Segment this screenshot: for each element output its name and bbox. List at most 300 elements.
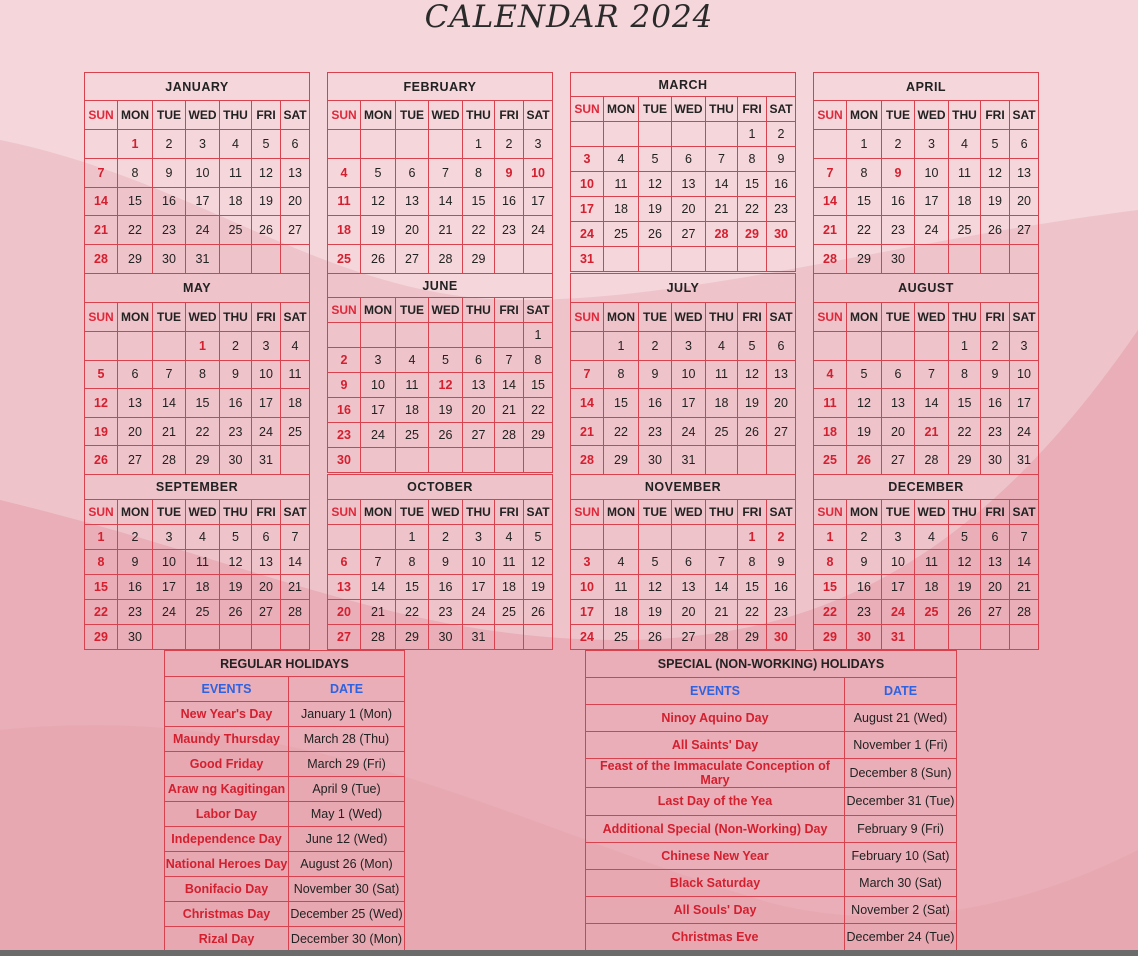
weekday-header-sun: SUN xyxy=(85,500,118,525)
empty-day-cell xyxy=(814,130,847,159)
day-cell: 28 xyxy=(495,423,524,448)
day-cell: 30 xyxy=(153,245,186,274)
day-cell: 18 xyxy=(281,389,310,418)
day-cell: 8 xyxy=(949,360,981,389)
day-cell: 8 xyxy=(847,158,882,187)
weekday-header-tue: TUE xyxy=(396,500,429,525)
weekday-header-wed: WED xyxy=(672,97,706,122)
day-cell: 24 xyxy=(463,600,495,625)
day-cell: 11 xyxy=(281,360,310,389)
day-cell: 27 xyxy=(328,625,361,650)
empty-day-cell xyxy=(706,122,738,147)
day-cell: 28 xyxy=(281,600,310,625)
holiday-row xyxy=(165,827,405,852)
day-cell: 18 xyxy=(604,197,639,222)
weekday-header-sun: SUN xyxy=(814,101,847,130)
day-cell: 24 xyxy=(571,222,604,247)
empty-day-cell xyxy=(463,448,495,473)
day-cell: 19 xyxy=(220,575,252,600)
day-cell: 29 xyxy=(847,245,882,274)
day-cell: 18 xyxy=(328,216,361,245)
day-cell: 16 xyxy=(639,389,672,418)
day-cell: 27 xyxy=(981,600,1010,625)
empty-day-cell xyxy=(738,247,767,272)
holiday-event-name: All Souls' Day xyxy=(586,897,845,924)
holiday-row xyxy=(165,927,405,952)
day-cell: 5 xyxy=(738,332,767,361)
weekday-header-fri: FRI xyxy=(495,298,524,323)
empty-day-cell xyxy=(220,625,252,650)
day-cell: 12 xyxy=(429,373,463,398)
month-name: DECEMBER xyxy=(814,475,1039,500)
month-name: AUGUST xyxy=(814,274,1039,303)
day-cell: 20 xyxy=(882,417,915,446)
day-cell: 21 xyxy=(706,600,738,625)
empty-day-cell xyxy=(672,247,706,272)
holiday-event-name: Maundy Thursday xyxy=(165,727,289,752)
day-cell: 14 xyxy=(706,575,738,600)
empty-day-cell xyxy=(882,332,915,361)
day-cell: 2 xyxy=(981,332,1010,361)
day-cell: 22 xyxy=(396,600,429,625)
holiday-event-name: Last Day of the Yea xyxy=(586,788,845,815)
day-cell: 4 xyxy=(706,332,738,361)
day-cell: 17 xyxy=(1010,389,1039,418)
empty-day-cell xyxy=(153,332,186,361)
day-cell: 17 xyxy=(915,187,949,216)
day-cell: 2 xyxy=(429,525,463,550)
holiday-event-name: Rizal Day xyxy=(165,927,289,952)
day-cell: 10 xyxy=(153,550,186,575)
day-cell: 21 xyxy=(706,197,738,222)
day-cell: 2 xyxy=(153,130,186,159)
weekday-header-sat: SAT xyxy=(524,298,553,323)
empty-day-cell xyxy=(463,323,495,348)
empty-day-cell xyxy=(604,525,639,550)
day-cell: 29 xyxy=(604,446,639,475)
day-cell: 4 xyxy=(281,332,310,361)
day-cell: 1 xyxy=(524,323,553,348)
day-cell: 25 xyxy=(814,446,847,475)
day-cell: 7 xyxy=(706,550,738,575)
day-cell: 18 xyxy=(604,600,639,625)
day-cell: 2 xyxy=(495,130,524,159)
day-cell: 26 xyxy=(639,222,672,247)
day-cell: 1 xyxy=(738,525,767,550)
day-cell: 31 xyxy=(571,247,604,272)
empty-day-cell xyxy=(814,332,847,361)
day-cell: 3 xyxy=(186,130,220,159)
weekday-header-thu: THU xyxy=(463,298,495,323)
day-cell: 4 xyxy=(915,525,949,550)
day-cell: 4 xyxy=(328,158,361,187)
empty-day-cell xyxy=(118,332,153,361)
day-cell: 20 xyxy=(328,600,361,625)
empty-day-cell xyxy=(672,525,706,550)
weekday-header-sat: SAT xyxy=(1010,500,1039,525)
day-cell: 19 xyxy=(738,389,767,418)
day-cell: 10 xyxy=(882,550,915,575)
day-cell: 23 xyxy=(429,600,463,625)
day-cell: 25 xyxy=(706,417,738,446)
weekday-header-mon: MON xyxy=(847,500,882,525)
weekday-header-mon: MON xyxy=(118,303,153,332)
day-cell: 10 xyxy=(361,373,396,398)
day-cell: 30 xyxy=(767,625,796,650)
day-cell: 15 xyxy=(738,172,767,197)
day-cell: 27 xyxy=(1010,216,1039,245)
day-cell: 3 xyxy=(361,348,396,373)
empty-day-cell xyxy=(738,446,767,475)
weekday-header-fri: FRI xyxy=(981,101,1010,130)
holiday-event-name: All Saints' Day xyxy=(586,732,845,759)
day-cell: 27 xyxy=(463,423,495,448)
holiday-row xyxy=(165,852,405,877)
day-cell: 4 xyxy=(495,525,524,550)
day-cell: 1 xyxy=(949,332,981,361)
day-cell: 12 xyxy=(85,389,118,418)
holiday-row xyxy=(586,732,957,759)
day-cell: 18 xyxy=(220,187,252,216)
empty-day-cell xyxy=(85,332,118,361)
day-cell: 17 xyxy=(361,398,396,423)
weekday-header-mon: MON xyxy=(361,500,396,525)
empty-day-cell xyxy=(604,122,639,147)
holiday-date: November 30 (Sat) xyxy=(289,877,405,902)
day-cell: 14 xyxy=(571,389,604,418)
bottom-scroll-edge xyxy=(0,950,1138,956)
day-cell: 8 xyxy=(738,147,767,172)
day-cell: 19 xyxy=(847,417,882,446)
weekday-header-sat: SAT xyxy=(767,97,796,122)
day-cell: 19 xyxy=(429,398,463,423)
day-cell: 27 xyxy=(672,222,706,247)
holiday-date: December 8 (Sun) xyxy=(845,759,957,788)
holiday-date: December 31 (Tue) xyxy=(845,788,957,815)
day-cell: 7 xyxy=(361,550,396,575)
day-cell: 7 xyxy=(571,360,604,389)
weekday-header-sun: SUN xyxy=(328,101,361,130)
month-name: SEPTEMBER xyxy=(85,475,310,500)
day-cell: 6 xyxy=(672,550,706,575)
day-cell: 15 xyxy=(396,575,429,600)
holiday-row xyxy=(165,877,405,902)
day-cell: 24 xyxy=(361,423,396,448)
day-cell: 16 xyxy=(328,398,361,423)
weekday-header-thu: THU xyxy=(949,500,981,525)
empty-day-cell xyxy=(639,247,672,272)
holiday-row xyxy=(586,897,957,924)
holiday-event-name: Araw ng Kagitingan xyxy=(165,777,289,802)
day-cell: 10 xyxy=(1010,360,1039,389)
weekday-header-sat: SAT xyxy=(281,303,310,332)
empty-day-cell xyxy=(85,130,118,159)
weekday-header-tue: TUE xyxy=(882,500,915,525)
day-cell: 14 xyxy=(814,187,847,216)
month-calendar-november xyxy=(570,474,796,650)
day-cell: 12 xyxy=(220,550,252,575)
holiday-event-name: Feast of the Immaculate Conception of Mary xyxy=(586,759,845,788)
holiday-event-name: National Heroes Day xyxy=(165,852,289,877)
day-cell: 25 xyxy=(328,245,361,274)
day-cell: 28 xyxy=(706,625,738,650)
day-cell: 21 xyxy=(495,398,524,423)
day-cell: 10 xyxy=(252,360,281,389)
day-cell: 2 xyxy=(882,130,915,159)
empty-day-cell xyxy=(672,122,706,147)
weekday-header-wed: WED xyxy=(186,101,220,130)
day-cell: 23 xyxy=(220,417,252,446)
day-cell: 11 xyxy=(328,187,361,216)
holiday-date: June 12 (Wed) xyxy=(289,827,405,852)
holiday-date: January 1 (Mon) xyxy=(289,702,405,727)
day-cell: 17 xyxy=(252,389,281,418)
day-cell: 5 xyxy=(220,525,252,550)
empty-day-cell xyxy=(949,245,981,274)
holiday-date: March 29 (Fri) xyxy=(289,752,405,777)
weekday-header-thu: THU xyxy=(220,101,252,130)
day-cell: 20 xyxy=(463,398,495,423)
day-cell: 27 xyxy=(252,600,281,625)
day-cell: 13 xyxy=(882,389,915,418)
day-cell: 1 xyxy=(118,130,153,159)
day-cell: 10 xyxy=(524,158,553,187)
day-cell: 26 xyxy=(429,423,463,448)
empty-day-cell xyxy=(361,448,396,473)
day-cell: 20 xyxy=(252,575,281,600)
month-calendar-february xyxy=(327,72,553,274)
day-cell: 4 xyxy=(949,130,981,159)
day-cell: 14 xyxy=(85,187,118,216)
weekday-header-fri: FRI xyxy=(495,500,524,525)
month-calendar-april xyxy=(813,72,1039,274)
weekday-header-tue: TUE xyxy=(639,500,672,525)
weekday-header-sun: SUN xyxy=(85,303,118,332)
day-cell: 18 xyxy=(706,389,738,418)
day-cell: 20 xyxy=(767,389,796,418)
day-cell: 11 xyxy=(915,550,949,575)
day-cell: 9 xyxy=(153,158,186,187)
day-cell: 5 xyxy=(361,158,396,187)
day-cell: 19 xyxy=(252,187,281,216)
holiday-date: December 24 (Tue) xyxy=(845,924,957,951)
day-cell: 21 xyxy=(1010,575,1039,600)
empty-day-cell xyxy=(495,245,524,274)
day-cell: 20 xyxy=(672,197,706,222)
day-cell: 16 xyxy=(767,172,796,197)
month-name: JULY xyxy=(571,274,796,303)
day-cell: 17 xyxy=(571,600,604,625)
empty-day-cell xyxy=(328,525,361,550)
holiday-row xyxy=(165,702,405,727)
day-cell: 3 xyxy=(153,525,186,550)
day-cell: 18 xyxy=(495,575,524,600)
day-cell: 16 xyxy=(847,575,882,600)
day-cell: 4 xyxy=(186,525,220,550)
day-cell: 15 xyxy=(814,575,847,600)
day-cell: 14 xyxy=(281,550,310,575)
day-cell: 17 xyxy=(882,575,915,600)
day-cell: 3 xyxy=(571,550,604,575)
day-cell: 12 xyxy=(639,575,672,600)
day-cell: 30 xyxy=(328,448,361,473)
day-cell: 19 xyxy=(981,187,1010,216)
day-cell: 8 xyxy=(524,348,553,373)
day-cell: 17 xyxy=(153,575,186,600)
day-cell: 9 xyxy=(328,373,361,398)
empty-day-cell xyxy=(524,625,553,650)
day-cell: 13 xyxy=(672,575,706,600)
day-cell: 25 xyxy=(915,600,949,625)
holiday-date: March 30 (Sat) xyxy=(845,869,957,896)
month-name: OCTOBER xyxy=(328,475,553,500)
day-cell: 31 xyxy=(1010,446,1039,475)
day-cell: 15 xyxy=(847,187,882,216)
weekday-header-wed: WED xyxy=(429,101,463,130)
day-cell: 21 xyxy=(429,216,463,245)
empty-day-cell xyxy=(915,332,949,361)
weekday-header-fri: FRI xyxy=(252,101,281,130)
holiday-date: April 9 (Tue) xyxy=(289,777,405,802)
day-cell: 28 xyxy=(571,446,604,475)
events-column-header: EVENTS xyxy=(586,678,845,705)
day-cell: 20 xyxy=(396,216,429,245)
empty-day-cell xyxy=(981,245,1010,274)
day-cell: 12 xyxy=(639,172,672,197)
weekday-header-thu: THU xyxy=(706,97,738,122)
day-cell: 9 xyxy=(767,147,796,172)
day-cell: 25 xyxy=(186,600,220,625)
day-cell: 1 xyxy=(85,525,118,550)
day-cell: 15 xyxy=(604,389,639,418)
day-cell: 23 xyxy=(153,216,186,245)
day-cell: 3 xyxy=(571,147,604,172)
day-cell: 22 xyxy=(118,216,153,245)
holiday-row xyxy=(586,815,957,842)
day-cell: 30 xyxy=(118,625,153,650)
day-cell: 23 xyxy=(981,417,1010,446)
weekday-header-sun: SUN xyxy=(814,500,847,525)
day-cell: 13 xyxy=(118,389,153,418)
day-cell: 15 xyxy=(949,389,981,418)
day-cell: 6 xyxy=(281,130,310,159)
holiday-event-name: Ninoy Aquino Day xyxy=(586,705,845,732)
day-cell: 16 xyxy=(153,187,186,216)
day-cell: 11 xyxy=(220,158,252,187)
day-cell: 8 xyxy=(85,550,118,575)
day-cell: 11 xyxy=(186,550,220,575)
day-cell: 23 xyxy=(882,216,915,245)
holiday-event-name: Chinese New Year xyxy=(586,842,845,869)
day-cell: 13 xyxy=(1010,158,1039,187)
day-cell: 1 xyxy=(814,525,847,550)
weekday-header-thu: THU xyxy=(220,303,252,332)
month-calendar-december xyxy=(813,474,1039,650)
day-cell: 11 xyxy=(814,389,847,418)
day-cell: 30 xyxy=(220,446,252,475)
weekday-header-thu: THU xyxy=(949,101,981,130)
empty-day-cell xyxy=(1010,245,1039,274)
holiday-event-name: Good Friday xyxy=(165,752,289,777)
weekday-header-thu: THU xyxy=(706,500,738,525)
weekday-header-mon: MON xyxy=(361,298,396,323)
month-name: JUNE xyxy=(328,274,553,298)
day-cell: 28 xyxy=(85,245,118,274)
day-cell: 31 xyxy=(882,625,915,650)
day-cell: 22 xyxy=(524,398,553,423)
day-cell: 23 xyxy=(639,417,672,446)
day-cell: 7 xyxy=(153,360,186,389)
day-cell: 24 xyxy=(672,417,706,446)
day-cell: 22 xyxy=(949,417,981,446)
day-cell: 27 xyxy=(767,417,796,446)
weekday-header-tue: TUE xyxy=(639,303,672,332)
holiday-row xyxy=(586,842,957,869)
day-cell: 26 xyxy=(524,600,553,625)
month-calendar-january xyxy=(84,72,310,274)
empty-day-cell xyxy=(396,323,429,348)
empty-day-cell xyxy=(949,625,981,650)
day-cell: 20 xyxy=(1010,187,1039,216)
day-cell: 28 xyxy=(915,446,949,475)
day-cell: 29 xyxy=(186,446,220,475)
day-cell: 16 xyxy=(495,187,524,216)
day-cell: 29 xyxy=(118,245,153,274)
day-cell: 18 xyxy=(186,575,220,600)
day-cell: 19 xyxy=(949,575,981,600)
day-cell: 13 xyxy=(767,360,796,389)
empty-day-cell xyxy=(495,323,524,348)
weekday-header-thu: THU xyxy=(220,500,252,525)
events-column-header: EVENTS xyxy=(165,677,289,702)
weekday-header-mon: MON xyxy=(604,97,639,122)
day-cell: 31 xyxy=(186,245,220,274)
holiday-row xyxy=(165,727,405,752)
weekday-header-thu: THU xyxy=(706,303,738,332)
day-cell: 3 xyxy=(524,130,553,159)
day-cell: 5 xyxy=(639,550,672,575)
weekday-header-sun: SUN xyxy=(571,97,604,122)
day-cell: 26 xyxy=(220,600,252,625)
day-cell: 6 xyxy=(396,158,429,187)
day-cell: 18 xyxy=(814,417,847,446)
holiday-date: November 1 (Fri) xyxy=(845,732,957,759)
day-cell: 14 xyxy=(361,575,396,600)
day-cell: 27 xyxy=(118,446,153,475)
day-cell: 29 xyxy=(738,625,767,650)
day-cell: 1 xyxy=(396,525,429,550)
day-cell: 21 xyxy=(153,417,186,446)
day-cell: 16 xyxy=(981,389,1010,418)
special-holidays-title: SPECIAL (NON-WORKING) HOLIDAYS xyxy=(586,651,957,678)
day-cell: 5 xyxy=(252,130,281,159)
holiday-date: March 28 (Thu) xyxy=(289,727,405,752)
weekday-header-mon: MON xyxy=(847,303,882,332)
day-cell: 23 xyxy=(328,423,361,448)
weekday-header-fri: FRI xyxy=(252,500,281,525)
day-cell: 2 xyxy=(220,332,252,361)
day-cell: 24 xyxy=(571,625,604,650)
empty-day-cell xyxy=(639,122,672,147)
day-cell: 27 xyxy=(281,216,310,245)
day-cell: 6 xyxy=(672,147,706,172)
day-cell: 9 xyxy=(118,550,153,575)
day-cell: 22 xyxy=(186,417,220,446)
day-cell: 2 xyxy=(847,525,882,550)
empty-day-cell xyxy=(328,130,361,159)
day-cell: 10 xyxy=(672,360,706,389)
holiday-date: February 10 (Sat) xyxy=(845,842,957,869)
